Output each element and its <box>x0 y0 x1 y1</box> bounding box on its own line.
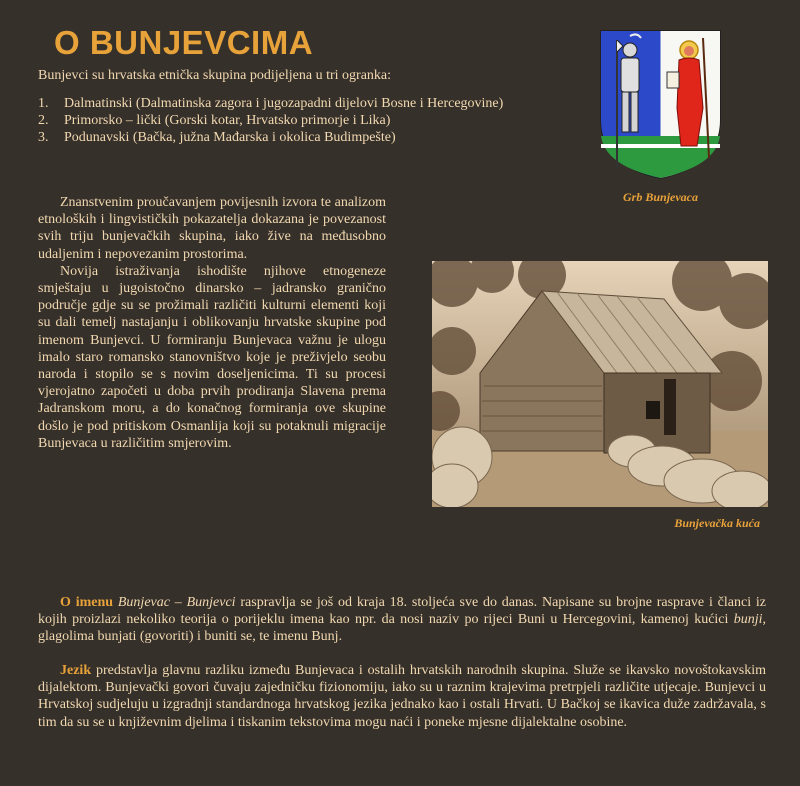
photo-caption: Bunjevačka kuća <box>674 516 760 530</box>
italic-term: Bunjevac – Bunjevci <box>117 595 236 610</box>
list-text: Podunavski (Bačka, južna Mađarska i okolica Budimpešte) <box>64 130 396 145</box>
list-number: 1. <box>38 96 49 111</box>
paragraph <box>38 662 766 731</box>
list-item <box>38 95 503 112</box>
coat-of-arms-caption: Grb Bunjevaca <box>623 190 698 204</box>
coat-of-arms-image <box>597 28 724 180</box>
stone-house-photo <box>432 261 768 507</box>
branch-list <box>38 95 503 146</box>
list-text: Dalmatinski (Dalmatinska zagora i jugozapadni dijelovi Bosne i Hercegovine) <box>64 96 504 111</box>
list-number: 3. <box>38 130 49 145</box>
list-item <box>38 129 503 146</box>
list-item <box>38 112 503 129</box>
intro-text: Bunjevci su hrvatska etnička skupina podijeljena u tri ogranka: <box>38 68 392 83</box>
language-section <box>38 662 766 731</box>
page-title: O BUNJEVCIMA <box>54 24 314 61</box>
paragraph: Novija istraživanja ishodište njihove etnogeneze smještaju u jugoistočno dinarsko – jadransko granično područje gdje su se prožimali različiti kulturni elementi koji su dali temelj nastajanju i oblikovanju hrvatske skupine pod imenom Bunjevci. U formiranju Bunjevaca važnu je ulogu imalo staro romansko stanovništvo koje je preživjelo seobu naroda i stopilo se s novim doseljenicima. Ti su procesi vjerojatno započeti u doba prvih prodiranja Slavena prema Jadranskom moru, a do konačnog formiranja ove skupine došlo je pod pritiskom Osmanlija koji su potaknuli migracije Bunjevaca u različitim smjerovim. <box>38 263 386 451</box>
paragraph-text: raspravlja se još od kraja 18. stoljeća sve do danas. Napisane su brojne rasprave i članci iz kojih proizlazi nekoliko teorija o porijeklu imena kao npr. da nosi naziv po rijeci Buni u Hercegovini, kamenoj kućici <box>38 595 767 628</box>
history-text <box>38 194 386 452</box>
list-number: 2. <box>38 113 49 128</box>
section-keyword: O imenu <box>60 595 114 610</box>
paragraph: Znanstvenim proučavanjem povijesnih izvora te analizom etnoloških i lingvističkih pokazatelja dokazana je povezanost svih triju bunjevačkih skupina, iako žive na međusobno udaljenim i nepovezanim prostorima. <box>38 195 386 262</box>
list-text: Primorsko – lički (Gorski kotar, Hrvatsko primorje i Lika) <box>64 113 391 128</box>
italic-term: bunji <box>733 612 763 628</box>
name-origin-section <box>38 594 766 646</box>
paragraph <box>38 594 766 646</box>
paragraph-text: , glagolima bunjati (govoriti) i buniti se, te imenu Bunj. <box>38 612 766 645</box>
section-keyword: Jezik <box>60 663 92 678</box>
paragraph-text: predstavlja glavnu razliku između Bunjevaca i ostalih hrvatskih narodnih skupina. Služe se ikavsko novoštokavskim dijalektom. Bunjevački govori čuvaju zajedničku fizionomiju, iako su u raznim krajevima pretrpjeli različite utjecaje. Bunjevci u Hrvatskoj sudjeluju u izgradnji standardnoga hrvatskog jezika jednako kao i ostali Hrvati. U Bačkoj se ikavica duže zadržavala, s tim da su se u književnim djelima i tiskanim tekstovima mogu naći i poneke mjesne dijalektalne osobine. <box>38 663 766 730</box>
